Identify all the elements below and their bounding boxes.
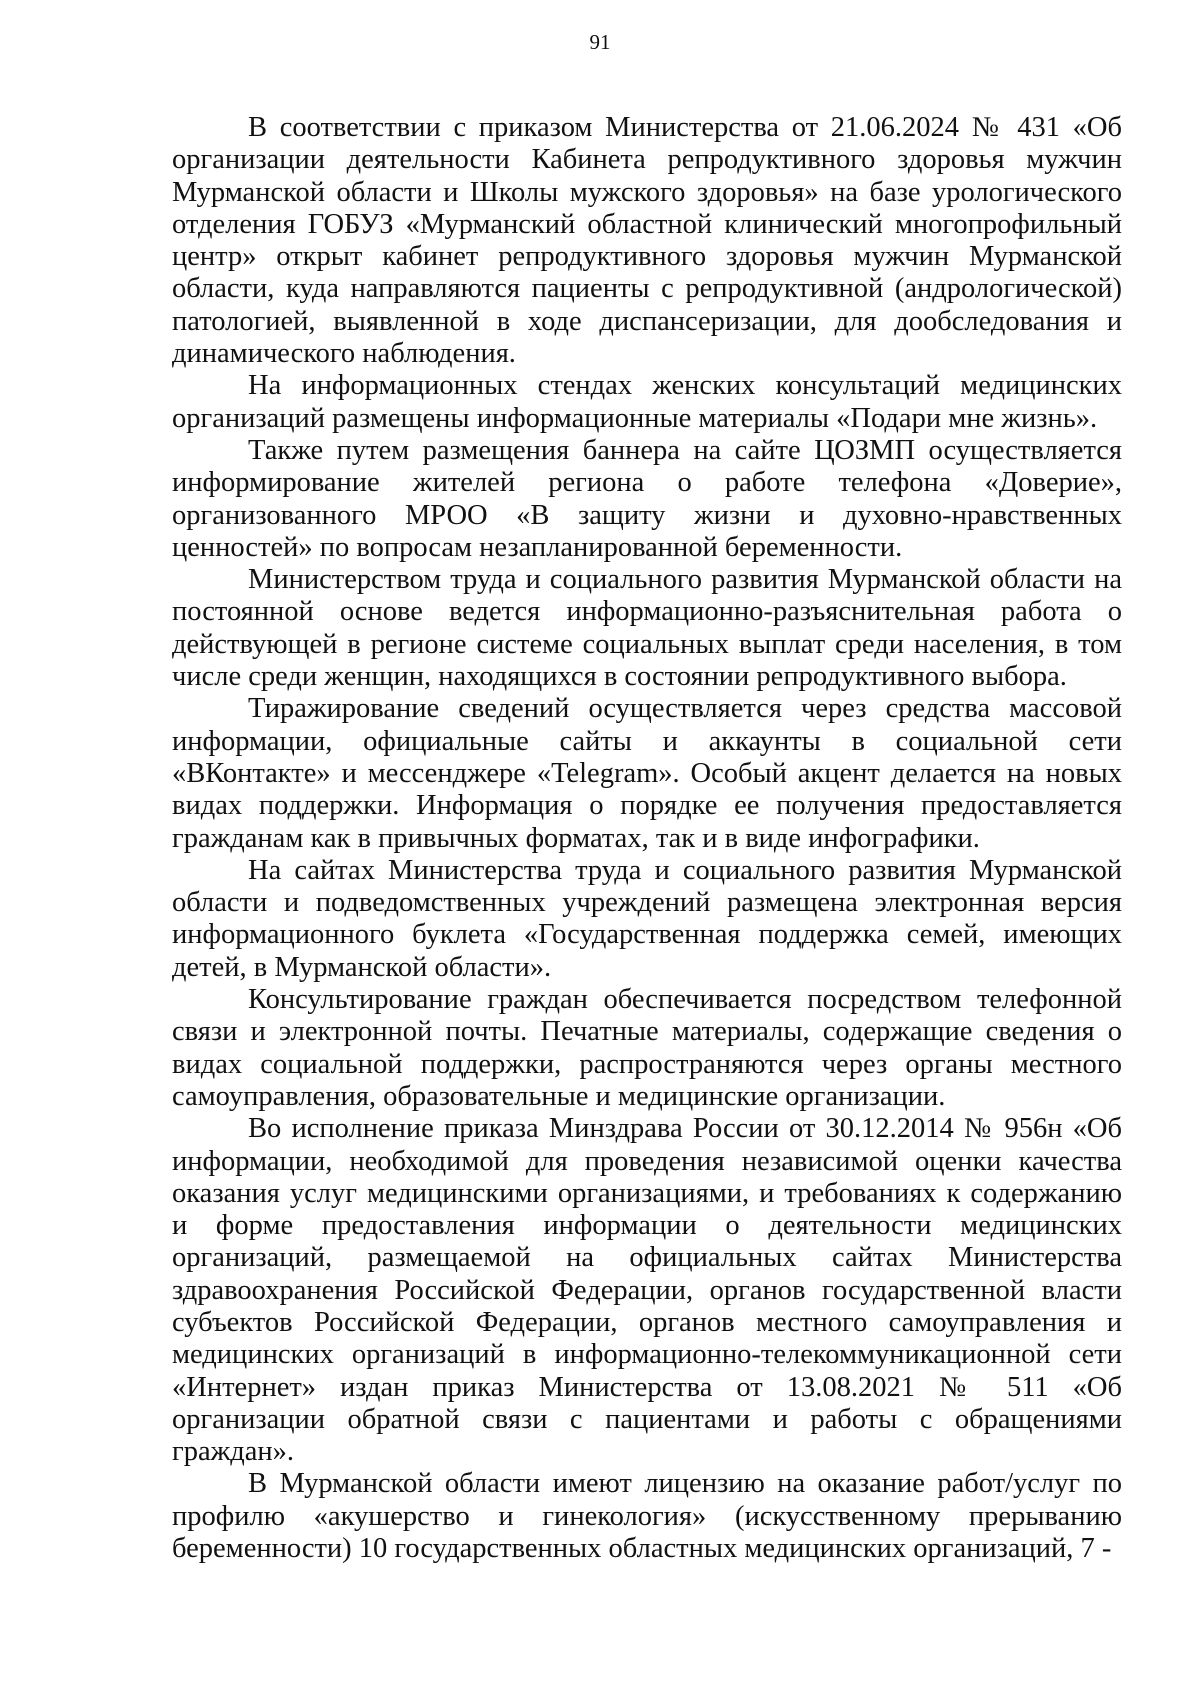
paragraph-info-stands: На информационных стендах женских консультаций медицинских организаций размещены информационные материалы «Подари мне жизнь». [172,370,1122,434]
paragraph-family-support-booklet: На сайтах Министерства труда и социального развития Мурманской области и подведомственных учреждений размещена электронная версия информационного буклета «Государственная поддержка семей, имеющих детей, в Мурманской области». [172,854,1122,983]
paragraph-social-payments-outreach: Министерством труда и социального развития Мурманской области на постоянной основе ведется информационно-разъяснительная работа о действующей в регионе системе социальных выплат среди населения, в том числе среди женщин, находящихся в состоянии репродуктивного выбора. [172,564,1122,693]
paragraph-reproductive-health-cabinet: В соответствии с приказом Министерства от 21.06.2024 № 431 «Об организации деятельности Кабинета репродуктивного здоровья мужчин Мурманской области и Школы мужского здоровья» на базе урологического отделения ГОБУЗ «Мурманский областной клинический многопрофильный центр» открыт кабинет репродуктивного здоровья мужчин Мурманской области, куда направляются пациенты с репродуктивной (андрологической) патологией, выявленной в ходе диспансеризации, для дообследования и динамического наблюдения. [172,112,1122,370]
paragraph-trust-phone-banner: Также путем размещения баннера на сайте ЦОЗМП осуществляется информирование жителей региона о работе телефона «Доверие», организованного МРОО «В защиту жизни и духовно-нравственных ценностей» по вопросам незапланированной беременности. [172,434,1122,563]
document-body [172,112,1122,1565]
paragraph-citizen-consulting: Консультирование граждан обеспечивается посредством телефонной связи и электронной почты. Печатные материалы, содержащие сведения о видах социальной поддержки, распространяются через органы местного самоуправления, образовательные и медицинские организации. [172,984,1122,1112]
paragraph-feedback-order: Во исполнение приказа Минздрава России от 30.12.2014 № 956н «Об информации, необходимой для проведения независимой оценки качества оказания услуг медицинскими организациями, и требованиях к содержанию и форме предоставления информации о деятельности медицинских организаций, размещаемой на официальных сайтах Министерства здравоохранения Российской Федерации, органов государственной власти субъектов Российской Федерации, органов местного самоуправления и медицинских организаций в информационно-телекоммуникационной сети «Интернет» издан приказ Министерства от 13.08.2021 № 511 «Об организации обратной связи с пациентами и работы с обращениями граждан». [172,1113,1122,1468]
paragraph-abortion-licenses: В Мурманской области имеют лицензию на оказание работ/услуг по профилю «акушерство и гинекология» (искусственному прерыванию беременности) 10 государственных областных медицинских организаций, 7 - [172,1468,1122,1565]
paragraph-media-distribution: Тиражирование сведений осуществляется через средства массовой информации, официальные сайты и аккаунты в социальной сети «ВКонтакте» и мессенджере «Telegram». Особый акцент делается на новых видах поддержки. Информация о порядке ее получения предоставляется гражданам как в привычных форматах, так и в виде инфографики. [172,693,1122,854]
page-number: 91 [589,30,611,54]
